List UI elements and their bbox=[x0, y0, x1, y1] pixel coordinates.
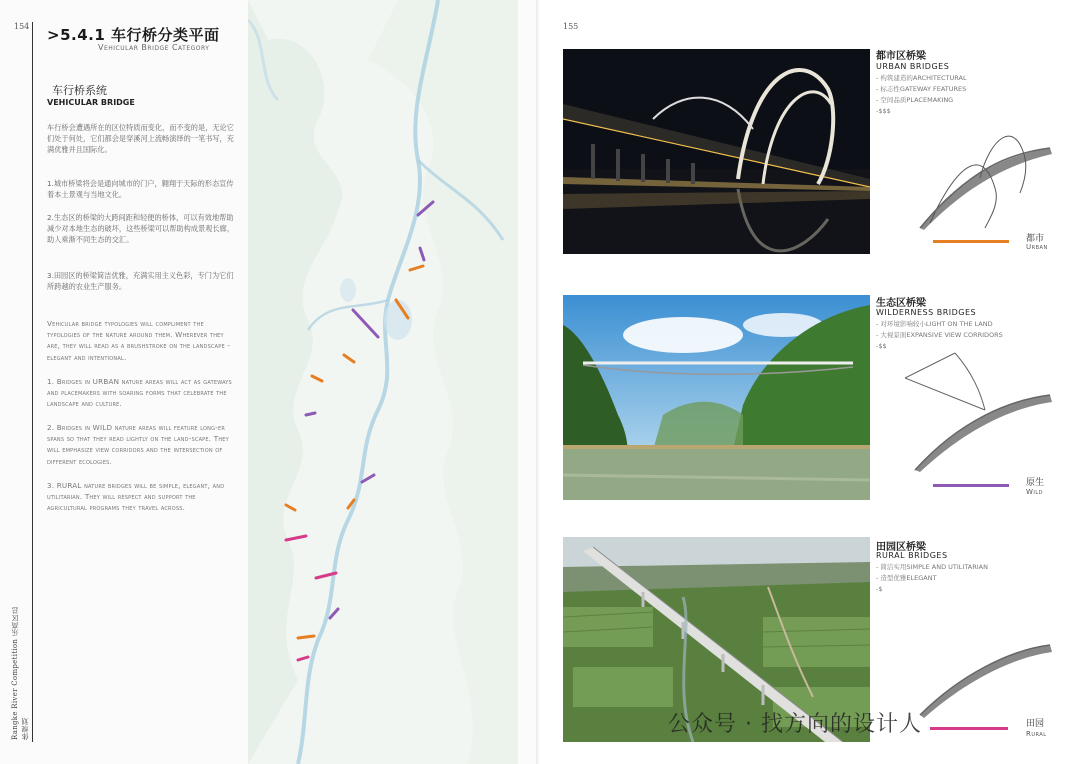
paragraph-zh-rural: 3.田园区的桥梁简洁优雅，充满实用主义色彩，专门为它们所跨越的农业生产服务。 bbox=[47, 271, 234, 292]
rural-legend-label-zh: 田园 bbox=[1026, 719, 1045, 729]
paragraph-zh-intro: 车行桥会遭遇所在的区位特质而变化，而不变的是，无论它们处于何处，它们都会是穿溪河上流畅演绎的一笔书写，充满优雅并且国际化。 bbox=[47, 123, 234, 155]
wild-legend-line bbox=[933, 484, 1009, 487]
urban-category-title-zh: 都市区桥梁 bbox=[876, 51, 926, 62]
paragraph-en-intro: Vehicular bridge typologies will compliment the typologies of the nature around them. Wherever they are, they will read as a brushstroke on the landscape - elegant and intentional. bbox=[47, 319, 231, 362]
side-title: Rangke River Competition 乐高区总体规划 bbox=[11, 607, 29, 740]
wild-bridge-marker bbox=[306, 413, 315, 415]
paragraph-en-rural: 3. RURAL nature bridges will be simple, elegant, and utilitarian. They will respect and support the agricultural programs they travel across. bbox=[47, 481, 225, 513]
urban-bridge-sketch bbox=[910, 118, 1060, 238]
urban-bridge-photo bbox=[563, 49, 870, 254]
wild-feature: - 对环境影响较小LIGHT ON THE LAND bbox=[876, 320, 993, 328]
paragraph-zh-urban: 1.城市桥梁将会是通向城市的门户，翱翔于天际的形态宣传着本土景观与当地文化。 bbox=[47, 179, 234, 200]
urban-feature: - 构筑建造的ARCHITECTURAL bbox=[876, 74, 967, 82]
urban-bridge-marker bbox=[298, 636, 314, 638]
urban-legend-label-zh: 都市 bbox=[1026, 234, 1045, 244]
watermark: 公众号 · 找方向的设计人 bbox=[668, 712, 922, 737]
wild-legend-label-en: Wild bbox=[1026, 488, 1044, 496]
rural-legend-label-en: Rural bbox=[1026, 730, 1047, 738]
section-subtitle: Vehicular Bridge Category bbox=[98, 43, 210, 52]
rural-feature: -$ bbox=[876, 585, 883, 593]
subsection-title-zh: 车行桥系统 bbox=[52, 84, 107, 97]
rural-legend-line bbox=[930, 727, 1008, 730]
subsection-title-en: VEHICULAR BRIDGE bbox=[47, 98, 135, 107]
wilderness-bridge-photo bbox=[563, 295, 870, 500]
wild-category-title-zh: 生态区桥梁 bbox=[876, 298, 926, 309]
urban-legend-line bbox=[933, 240, 1009, 243]
paragraph-zh-wild: 2.生态区的桥梁的大跨间距和轻便的桥体，可以有效地帮助减少对本地生态的破坏，这些桥梁可以帮助构成景观长廊，助人乘渐不同生态的交汇。 bbox=[47, 213, 234, 245]
urban-feature: - 空间品质PLACEMAKING bbox=[876, 96, 954, 104]
section-title: >5.4.1 车行桥分类平面 bbox=[47, 26, 220, 44]
rural-category-title-zh: 田园区桥梁 bbox=[876, 542, 926, 553]
urban-legend-label-en: Urban bbox=[1026, 243, 1048, 251]
rural-feature: - 简洁实用SIMPLE AND UTILITARIAN bbox=[876, 563, 988, 571]
wild-category-title-en: WILDERNESS BRIDGES bbox=[876, 308, 977, 317]
wild-bridge-sketch bbox=[900, 350, 1060, 480]
margin-rule bbox=[32, 22, 33, 742]
wild-feature: - 大视景面EXPANSIVE VIEW CORRIDORS bbox=[876, 331, 1003, 339]
rural-feature: - 造型优雅ELEGANT bbox=[876, 574, 937, 582]
urban-feature: -$$$ bbox=[876, 107, 891, 115]
urban-category-title-en: URBAN BRIDGES bbox=[876, 62, 950, 71]
river-map bbox=[248, 0, 518, 764]
rural-bridge-sketch bbox=[910, 630, 1060, 720]
paragraph-en-wild: 2. Bridges in WILD nature areas will feature long-er spans so that they read lightly on the land-scape. They will emphasize view corridors and the intersection of different ecologies. bbox=[47, 423, 229, 466]
wild-feature: -$$ bbox=[876, 342, 887, 350]
urban-feature: - 标志性GATEWAY FEATURES bbox=[876, 85, 967, 93]
paragraph-en-urban: 1. Bridges in URBAN nature areas will act as gateways and placemakers with soaring forms that celebrate the landscape and culture. bbox=[47, 377, 232, 409]
rural-category-title-en: RURAL BRIDGES bbox=[876, 551, 948, 560]
wild-legend-label-zh: 原生 bbox=[1026, 478, 1045, 488]
page-number-right: 155 bbox=[563, 22, 579, 31]
page-number-left: 154 bbox=[14, 22, 30, 31]
